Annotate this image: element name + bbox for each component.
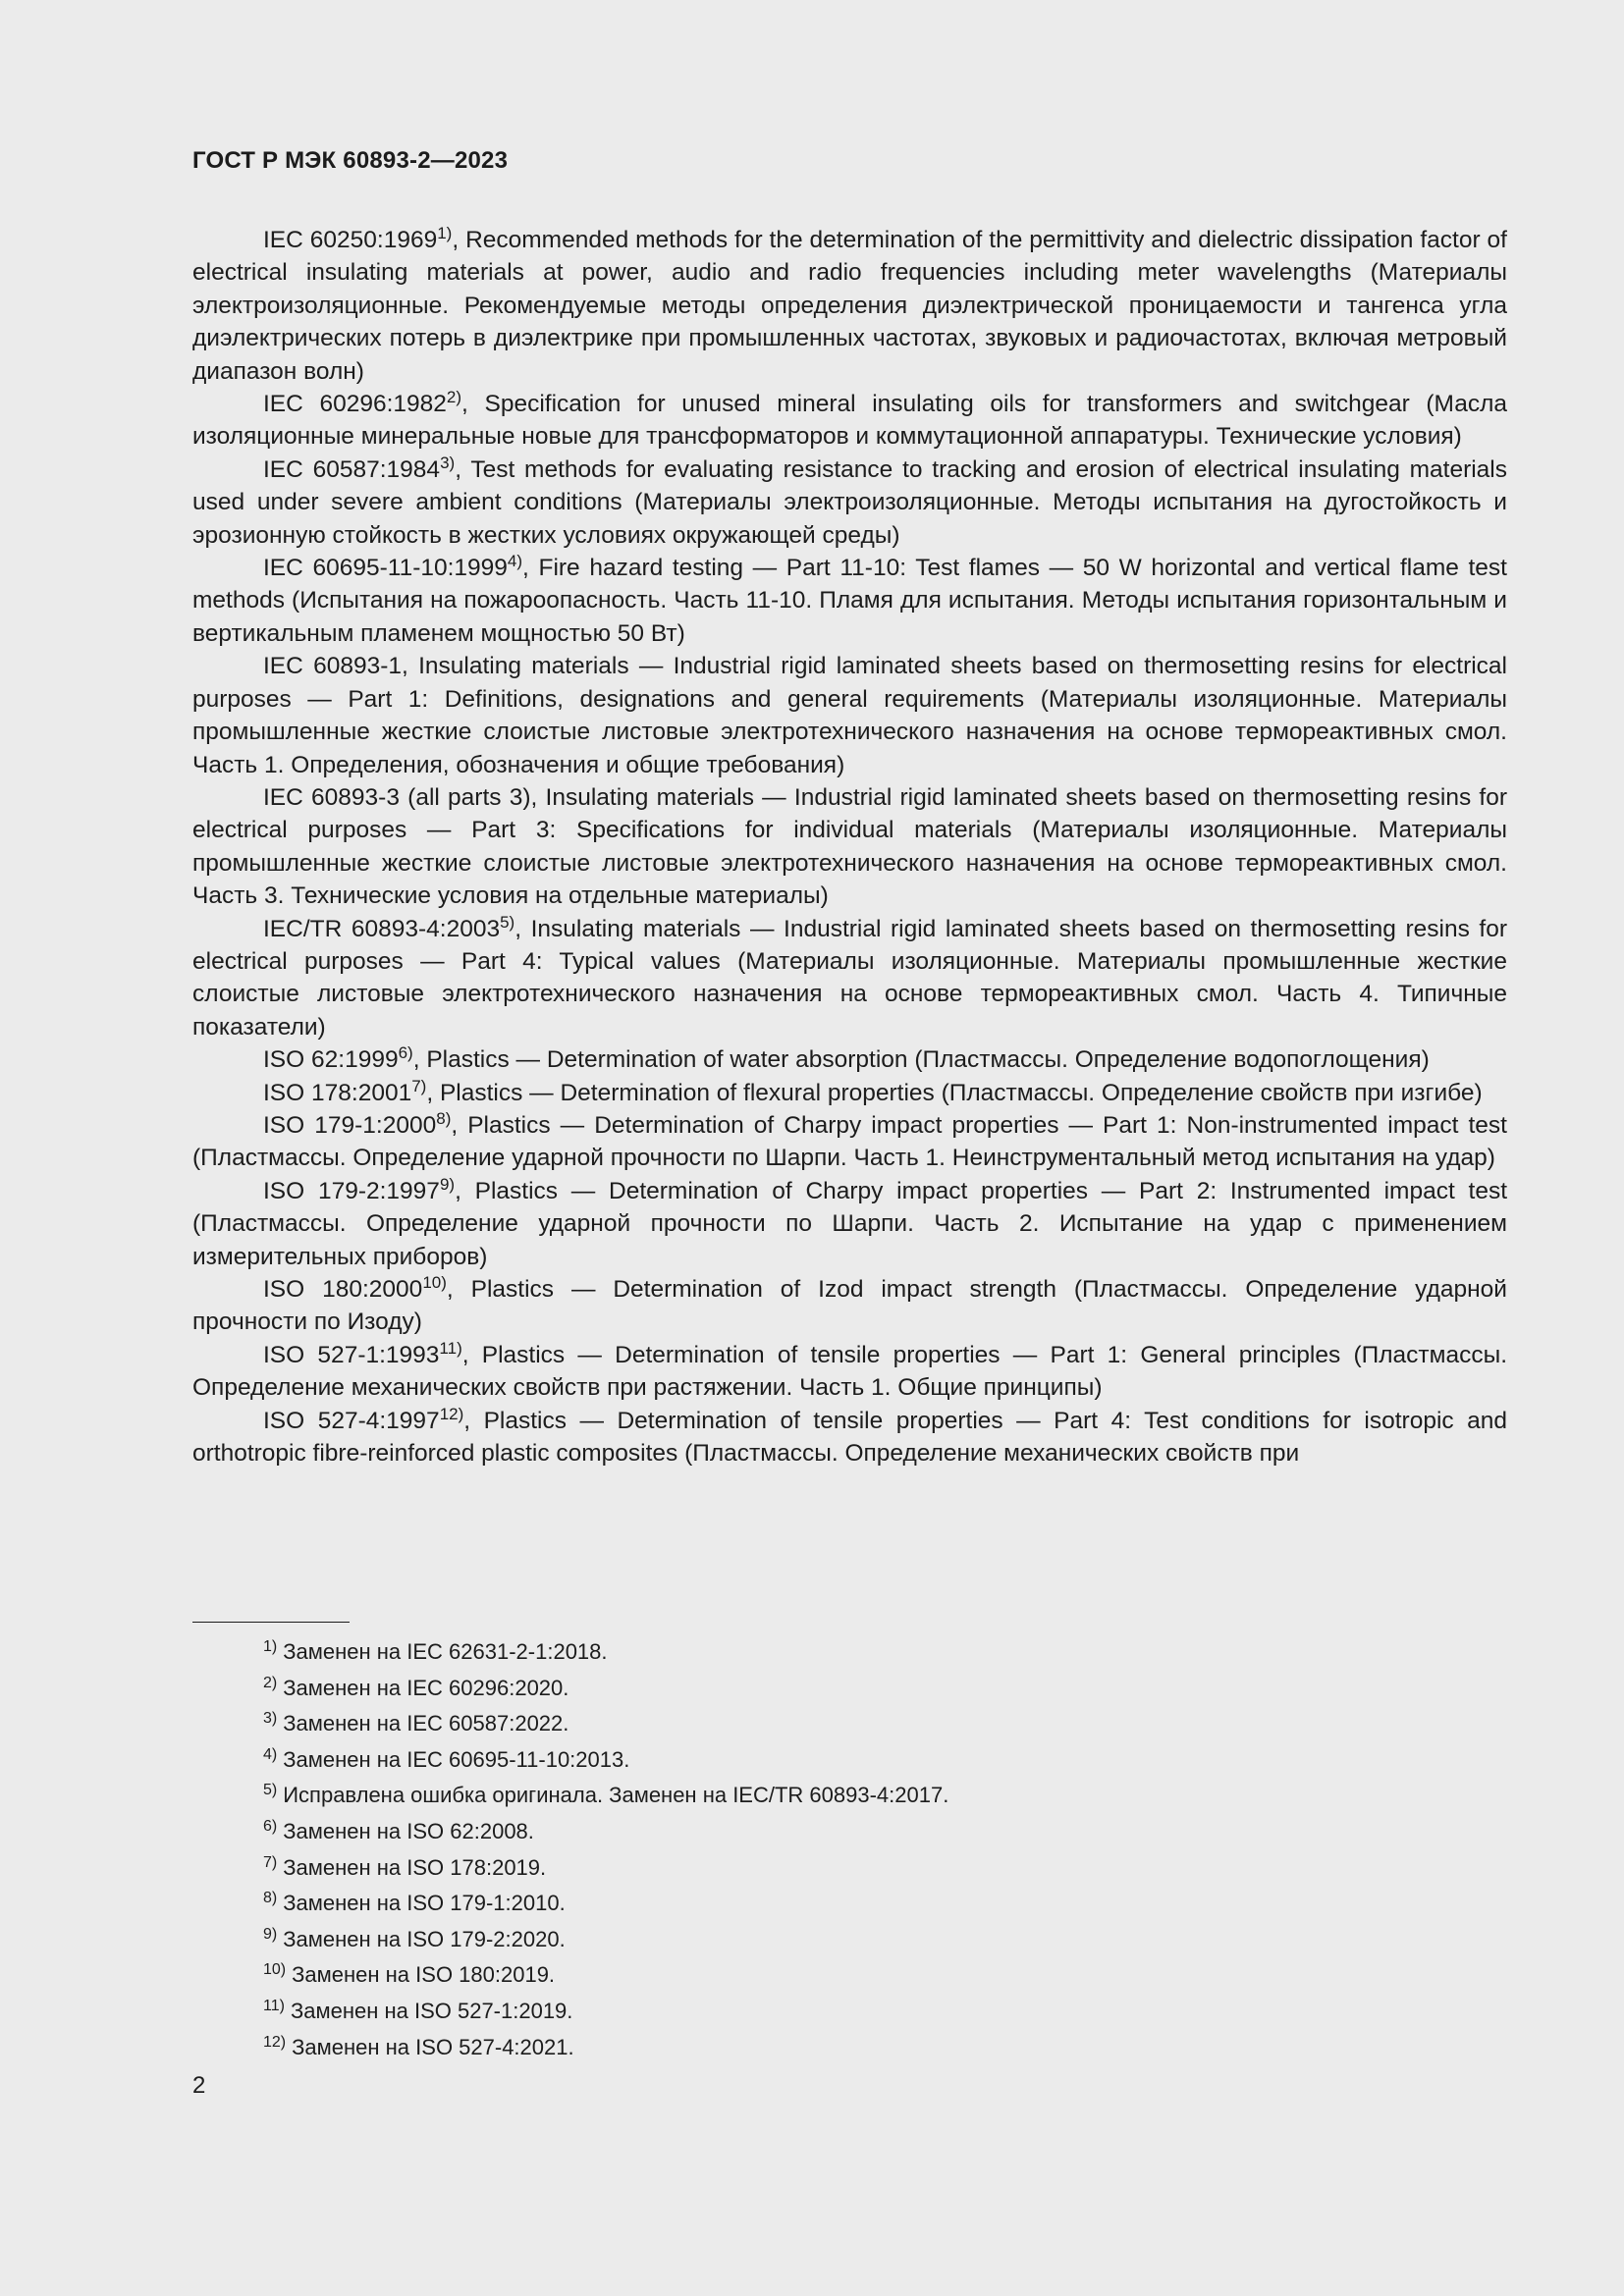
reference-item bbox=[192, 1339, 1507, 1405]
reference-item bbox=[192, 650, 1507, 781]
footnote-number: 10) bbox=[263, 1961, 287, 1979]
reference-id: ISO 178:2001 bbox=[263, 1079, 412, 1106]
reference-item bbox=[192, 388, 1507, 454]
footnote-mark[interactable]: 2) bbox=[446, 388, 462, 407]
reference-text: , Plastics — Determination of Izod impact strength (Пластмассы. Определение ударной прочности по Изоду) bbox=[192, 1276, 1507, 1336]
footnote-mark[interactable]: 6) bbox=[398, 1043, 413, 1063]
reference-id: IEC 60587:1984 bbox=[263, 455, 441, 483]
reference-item bbox=[192, 552, 1507, 650]
reference-id: ISO 62:1999 bbox=[263, 1046, 399, 1074]
footnote-item bbox=[263, 1706, 948, 1742]
reference-id: ISO 527-4:1997 bbox=[263, 1407, 440, 1434]
reference-text: , Insulating materials — Industrial rigid laminated sheets based on thermosetting resins for electrical purposes — Part 1: Definitions, designations and general requirements (Материалы изоляционные. Материалы промышленные жесткие слоистые листовые электротехнического назначения на основе термореактивных смол. Часть 1. Определения, обозначения и общие требования) bbox=[192, 653, 1508, 778]
footnote-text: Исправлена ошибка оригинала. Заменен на IEC/TR 60893-4:2017. bbox=[283, 1783, 949, 1808]
footnote-item bbox=[263, 1671, 948, 1707]
footnote-mark[interactable]: 5) bbox=[500, 912, 515, 932]
reference-id: ISO 179-2:1997 bbox=[263, 1177, 440, 1204]
reference-text: , Plastics — Determination of water absorption (Пластмассы. Определение водопоглощения) bbox=[412, 1046, 1430, 1074]
footnote-text: Заменен на IEC 60695-11-10:2013. bbox=[283, 1746, 630, 1772]
footnotes bbox=[263, 1634, 948, 2065]
reference-text: , Fire hazard testing — Part 11-10: Test flames — 50 W horizontal and vertical flame test methods (Испытания на пожароопасность. Часть 11-10. Пламя для испытания. Методы испытания горизонтальным и вертикальным пламенем мощностью 50 Вт) bbox=[192, 555, 1507, 647]
footnote-number: 11) bbox=[263, 1997, 285, 2014]
footnote-item bbox=[263, 1850, 948, 1887]
footnote-item bbox=[263, 1814, 948, 1850]
reference-item bbox=[192, 1175, 1507, 1273]
footnote-number: 9) bbox=[263, 1925, 278, 1943]
page-number: 2 bbox=[192, 2072, 206, 2099]
footnote-text: Заменен на IEC 62631-2-1:2018. bbox=[283, 1639, 608, 1664]
footnote-text: Заменен на ISO 527-1:2019. bbox=[290, 1998, 573, 2023]
reference-id: IEC 60893-3 (all parts 3) bbox=[263, 783, 531, 811]
reference-text: , Plastics — Determination of tensile properties — Part 1: General principles (Пластмассы. Определение механических свойств при растяжении. Часть 1. Общие принципы) bbox=[192, 1341, 1508, 1402]
reference-item bbox=[192, 1109, 1507, 1175]
reference-id: IEC 60695-11-10:1999 bbox=[263, 555, 508, 582]
reference-id: IEC 60250:1969 bbox=[263, 227, 438, 253]
reference-item bbox=[192, 224, 1507, 388]
footnote-mark[interactable]: 11) bbox=[439, 1338, 462, 1358]
footnote-mark[interactable]: 7) bbox=[411, 1076, 427, 1095]
normative-references bbox=[192, 224, 1507, 1469]
footnote-text: Заменен на IEC 60587:2022. bbox=[283, 1711, 569, 1736]
reference-id: ISO 527-1:1993 bbox=[263, 1341, 440, 1368]
reference-text: , Plastics — Determination of tensile properties — Part 4: Test conditions for isotropic and orthotropic fibre-reinforced plastic composites (Пластмассы. Определение механических свойств при bbox=[192, 1407, 1508, 1468]
reference-text: , Plastics — Determination of Charpy impact properties — Part 2: Instrumented impact test (Пластмассы. Определение ударной прочности по Шарпи. Часть 2. Испытание на удар с применением измерительных приборов) bbox=[192, 1177, 1508, 1270]
footnote-text: Заменен на ISO 179-2:2020. bbox=[283, 1926, 566, 1951]
footnote-item bbox=[263, 1778, 948, 1814]
reference-text: , Specification for unused mineral insulating oils for transformers and switchgear (Масла изоляционные минеральные новые для трансформаторов и коммутационной аппаратуры. Технические условия) bbox=[192, 391, 1508, 451]
footnote-number: 7) bbox=[263, 1853, 278, 1871]
footnote-item bbox=[263, 1634, 948, 1671]
reference-id: IEC/TR 60893-4:2003 bbox=[263, 915, 501, 942]
footnote-separator bbox=[192, 1622, 350, 1623]
document-header: ГОСТ Р МЭК 60893-2—2023 bbox=[192, 147, 509, 174]
reference-text: , Test methods for evaluating resistance to tracking and erosion of electrical insulating materials used under severe ambient conditions (Материалы электроизоляционные. Методы испытания на дугостойкость и эрозионную стойкость в жестких условиях окружающей среды) bbox=[192, 455, 1507, 549]
footnote-mark[interactable]: 12) bbox=[439, 1404, 464, 1423]
footnote-text: Заменен на ISO 62:2008. bbox=[283, 1818, 534, 1843]
footnote-number: 8) bbox=[263, 1890, 278, 1907]
footnote-number: 5) bbox=[263, 1782, 278, 1799]
footnote-mark[interactable]: 10) bbox=[422, 1273, 447, 1292]
footnote-item bbox=[263, 1957, 948, 1994]
footnote-mark[interactable]: 8) bbox=[436, 1108, 452, 1128]
reference-id: IEC 60296:1982 bbox=[263, 391, 447, 418]
footnote-item bbox=[263, 1922, 948, 1958]
reference-text: , Recommended methods for the determination of the permittivity and dielectric dissipation factor of electrical insulating materials at power, audio and radio frequencies including meter wavelengths (Материалы электроизоляционные. Рекомендуемые методы определения диэлектрической проницаемости и тангенса угла диэлектрических потерь в диэлектрике при промышленных частотах, звуковых и радиочастотах, включая метровый диапазон волн) bbox=[192, 227, 1507, 385]
footnote-text: Заменен на ISO 180:2019. bbox=[292, 1962, 556, 1988]
reference-id: IEC 60893-1 bbox=[263, 653, 403, 680]
footnote-number: 1) bbox=[263, 1638, 278, 1655]
footnote-mark[interactable]: 1) bbox=[437, 224, 453, 242]
footnote-item bbox=[263, 1886, 948, 1922]
footnote-item bbox=[263, 1994, 948, 2030]
footnote-mark[interactable]: 4) bbox=[507, 552, 523, 571]
reference-item bbox=[192, 1043, 1507, 1076]
footnote-text: Заменен на ISO 527-4:2021. bbox=[292, 2034, 574, 2059]
footnote-number: 3) bbox=[263, 1710, 278, 1728]
reference-id: ISO 179-1:2000 bbox=[263, 1111, 437, 1139]
footnote-number: 6) bbox=[263, 1817, 278, 1835]
footnote-mark[interactable]: 3) bbox=[440, 453, 456, 472]
reference-item bbox=[192, 781, 1507, 913]
reference-id: ISO 180:2000 bbox=[263, 1276, 423, 1303]
footnote-item bbox=[263, 1742, 948, 1779]
footnote-text: Заменен на ISO 179-1:2010. bbox=[283, 1891, 566, 1916]
footnote-text: Заменен на ISO 178:2019. bbox=[283, 1854, 547, 1880]
footnote-text: Заменен на IEC 60296:2020. bbox=[283, 1675, 569, 1700]
reference-item bbox=[192, 1273, 1507, 1339]
footnote-number: 12) bbox=[263, 2033, 287, 2051]
reference-item bbox=[192, 1077, 1507, 1109]
reference-text: , Insulating materials — Industrial rigid laminated sheets based on thermosetting resins for electrical purposes — Part 3: Specifications for individual materials (Материалы изоляционные. Материалы промышленные жесткие слоистые листовые электротехнического назначения на основе термореактивных смол. Часть 3. Технические условия на отдельные материалы) bbox=[192, 783, 1508, 910]
reference-text: , Insulating materials — Industrial rigid laminated sheets based on thermosetting resins for electrical purposes — Part 4: Typical values (Материалы изоляционные. Материалы промышленные жесткие слоистые листовые электротехнического назначения на основе термореактивных смол. Часть 4. Типичные показатели) bbox=[192, 915, 1507, 1041]
reference-item bbox=[192, 454, 1507, 552]
footnote-number: 2) bbox=[263, 1674, 278, 1691]
reference-item bbox=[192, 913, 1507, 1044]
reference-item bbox=[192, 1405, 1507, 1470]
reference-text: , Plastics — Determination of Charpy impact properties — Part 1: Non-instrumented impact test (Пластмассы. Определение ударной прочности по Шарпи. Часть 1. Неинструментальный метод испытания на удар) bbox=[192, 1111, 1507, 1172]
footnote-mark[interactable]: 9) bbox=[439, 1174, 456, 1194]
footnote-number: 4) bbox=[263, 1745, 278, 1763]
reference-text: , Plastics — Determination of flexural properties (Пластмассы. Определение свойств при изгибе) bbox=[426, 1079, 1483, 1106]
footnote-item bbox=[263, 2030, 948, 2066]
